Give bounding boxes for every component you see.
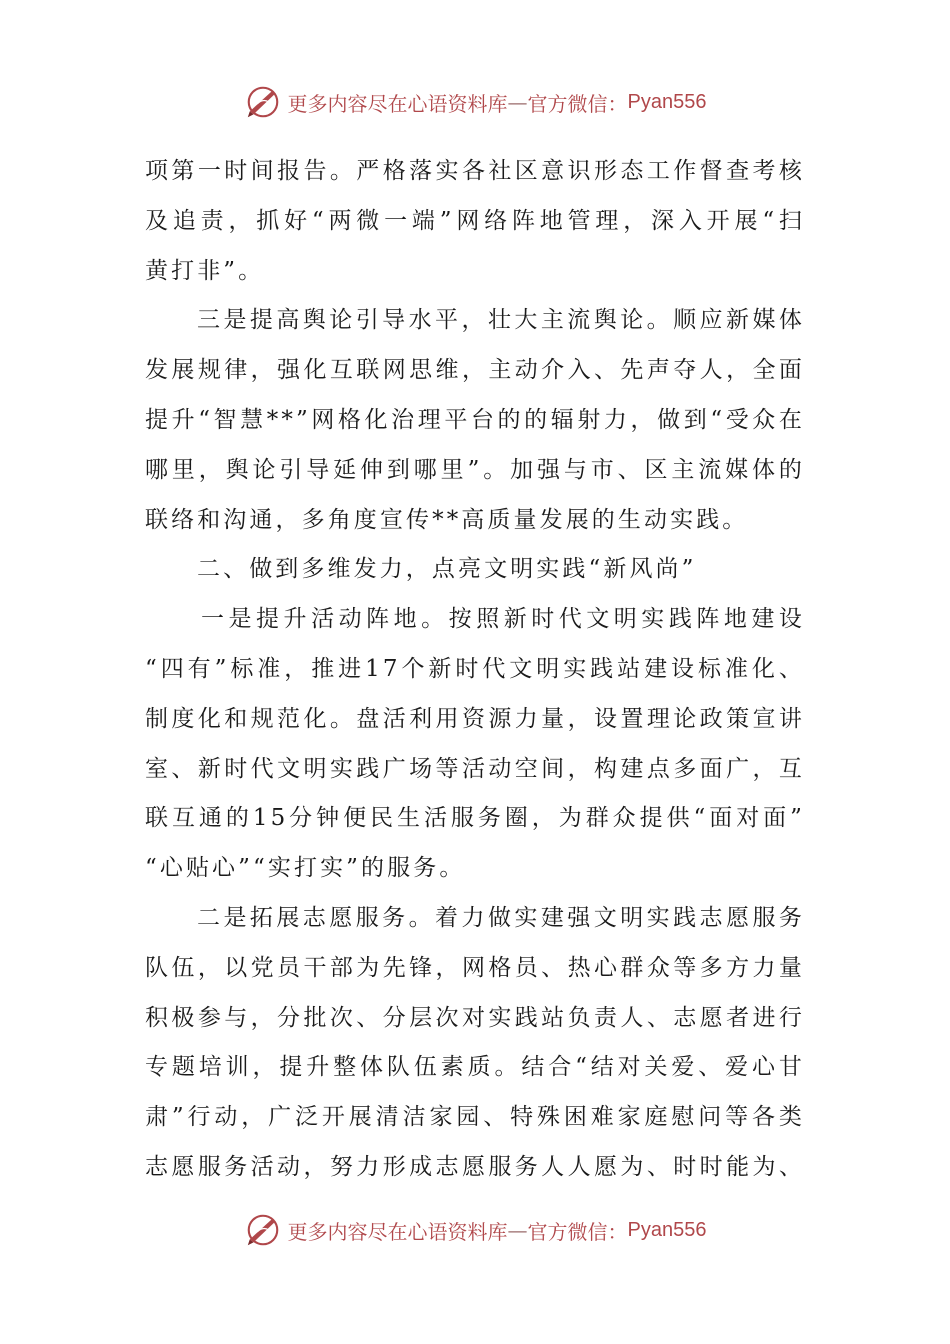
text-line: 积极参与，分批次、分层次对实践站负责人、志愿者进行 [145, 1004, 805, 1031]
text-line: 制度化和规范化。盘活利用资源力量，设置理论政策宣讲 [145, 705, 805, 732]
text-line: 联互通的15分钟便民生活服务圈，为群众提供“面对面” [145, 805, 805, 832]
text-line: 联络和沟通，多角度宣传**高质量发展的生动实践。 [145, 506, 749, 533]
pen-logo-icon [244, 1211, 282, 1249]
section-heading [145, 545, 805, 595]
text-line: 专题培训，提升整体队伍素质。结合“结对关爱、爱心甘 [145, 1054, 805, 1081]
watermark-separator: — [507, 90, 528, 114]
text-line: 黄打非”。 [145, 257, 265, 284]
text-line: 及追责，抓好“两微一端”网络阵地管理，深入开展“扫 [145, 207, 805, 234]
watermark-main-text: 更多内容尽在心语资料库 [287, 91, 508, 116]
watermark-separator: — [507, 1218, 528, 1242]
text-line: 三是提高舆论引导水平，壮大主流舆论。顺应新媒体 [197, 307, 805, 334]
text-line: 志愿服务活动，努力形成志愿服务人人愿为、时时能为、 [145, 1153, 805, 1180]
text-line: 一是提升活动阵地。按照新时代文明实践阵地建设 [201, 606, 805, 633]
text-line: 二是拓展志愿服务。着力做实建强文明实践志愿服务 [197, 904, 805, 931]
paragraph-public-opinion [145, 296, 805, 545]
text-line: 室、新时代文明实践广场等活动空间，构建点多面广，互 [145, 755, 805, 782]
watermark-official-label: 官方微信： [527, 91, 628, 116]
text-line: 提升“智慧**”网格化治理平台的的辐射力，做到“受众在 [145, 406, 805, 433]
watermark-official-label: 官方微信： [527, 1219, 628, 1244]
pen-logo-icon [244, 83, 282, 121]
text-line: 发展规律，强化互联网思维，主动介入、先声夺人，全面 [145, 357, 805, 384]
watermark-main-text: 更多内容尽在心语资料库 [287, 1219, 508, 1244]
watermark-text [288, 1216, 707, 1245]
text-line: “心贴心”“实打实”的服务。 [145, 855, 466, 882]
text-line: 肃”行动，广泛开展清洁家园、特殊困难家庭慰问等各类 [145, 1104, 805, 1131]
watermark-wechat-id: Pyan556 [627, 90, 707, 113]
paragraph-activity-venue [145, 595, 805, 894]
document-body [145, 147, 805, 1193]
heading-line: 二、做到多维发力，点亮文明实践“新风尚” [197, 556, 697, 583]
watermark-text [288, 88, 707, 117]
watermark-banner-top [0, 80, 950, 124]
watermark-wechat-id: Pyan556 [627, 1218, 707, 1241]
text-line: “四有”标准，推进17个新时代文明实践站建设标准化、 [145, 655, 805, 682]
paragraph-continuation [145, 147, 805, 296]
text-line: 项第一时间报告。严格落实各社区意识形态工作督查考核 [145, 158, 805, 184]
text-line: 哪里，舆论引导延伸到哪里”。加强与市、区主流媒体的 [145, 456, 805, 483]
paragraph-volunteer-service [145, 894, 805, 1193]
watermark-banner-bottom [0, 1208, 950, 1252]
text-line: 队伍，以党员干部为先锋，网格员、热心群众等多方力量 [145, 954, 805, 981]
